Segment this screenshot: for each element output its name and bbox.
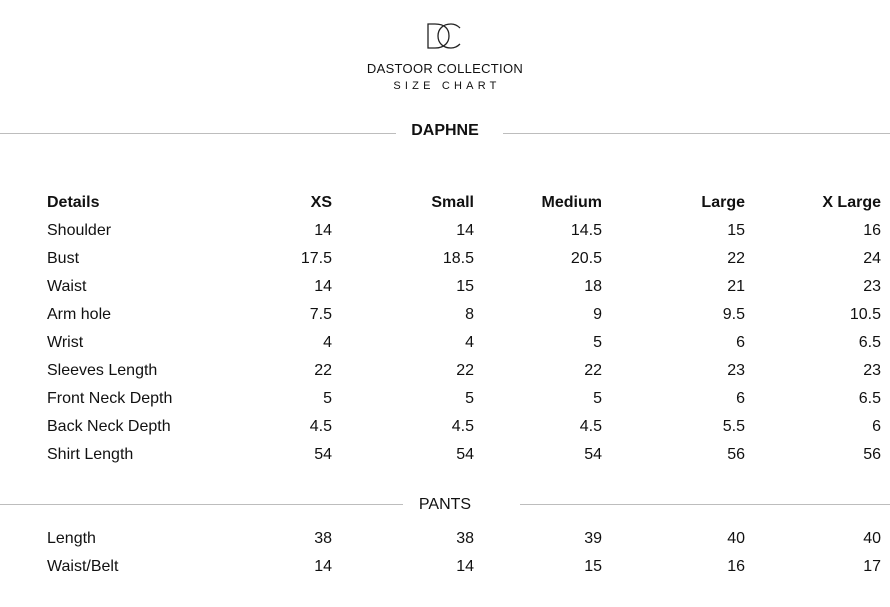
row-label: Shoulder: [47, 222, 112, 239]
cell-value: 18.5: [442, 250, 474, 267]
cell-value: 7.5: [309, 306, 332, 323]
pants-title: PANTS: [418, 496, 472, 513]
header-xs: XS: [310, 194, 332, 211]
row-label: Waist/Belt: [47, 558, 119, 575]
cell-value: 22: [584, 362, 602, 379]
row-label: Back Neck Depth: [47, 418, 171, 435]
cell-value: 16: [863, 222, 881, 239]
cell-value: 39: [584, 530, 602, 547]
brand-subtitle: SIZE CHART: [393, 80, 501, 92]
cell-value: 23: [727, 362, 745, 379]
cell-value: 4.5: [309, 418, 332, 435]
cell-value: 16: [727, 558, 745, 575]
row-label: Arm hole: [47, 306, 112, 323]
cell-value: 5.5: [722, 418, 745, 435]
cell-value: 8: [465, 306, 474, 323]
brand-name: DASTOOR COLLECTION: [366, 61, 524, 76]
cell-value: 4: [465, 334, 474, 351]
cell-value: 54: [456, 446, 474, 463]
cell-value: 56: [863, 446, 881, 463]
cell-value: 40: [727, 530, 745, 547]
cell-value: 14: [314, 558, 332, 575]
cell-value: 38: [456, 530, 474, 547]
cell-value: 6.5: [858, 334, 881, 351]
cell-value: 18: [584, 278, 602, 295]
product-title: DAPHNE: [411, 122, 479, 139]
header-medium: Medium: [541, 194, 602, 211]
cell-value: 4: [323, 334, 332, 351]
row-label: Length: [47, 530, 96, 547]
cell-value: 56: [727, 446, 745, 463]
cell-value: 6: [872, 418, 881, 435]
cell-value: 5: [593, 334, 602, 351]
row-label: Shirt Length: [47, 446, 134, 463]
header-details: Details: [47, 194, 100, 211]
header-small: Small: [431, 194, 474, 211]
cell-value: 6: [736, 390, 745, 407]
cell-value: 22: [456, 362, 474, 379]
cell-value: 5: [465, 390, 474, 407]
cell-value: 5: [323, 390, 332, 407]
row-label: Waist: [47, 278, 87, 295]
cell-value: 21: [727, 278, 745, 295]
cell-value: 14: [456, 222, 474, 239]
cell-value: 24: [863, 250, 881, 267]
cell-value: 14: [314, 278, 332, 295]
cell-value: 22: [314, 362, 332, 379]
cell-value: 23: [863, 278, 881, 295]
cell-value: 14: [314, 222, 332, 239]
cell-value: 17.5: [300, 250, 332, 267]
cell-value: 6.5: [858, 390, 881, 407]
cell-value: 22: [727, 250, 745, 267]
cell-value: 38: [314, 530, 332, 547]
header-x-large: X Large: [822, 194, 881, 211]
cell-value: 9.5: [722, 306, 745, 323]
cell-value: 23: [863, 362, 881, 379]
cell-value: 4.5: [579, 418, 602, 435]
cell-value: 15: [456, 278, 474, 295]
row-label: Sleeves Length: [47, 362, 158, 379]
header-large: Large: [701, 194, 745, 211]
divider-right: [503, 133, 890, 134]
cell-value: 15: [727, 222, 745, 239]
cell-value: 4.5: [451, 418, 474, 435]
row-label: Wrist: [47, 334, 84, 351]
cell-value: 10.5: [849, 306, 881, 323]
row-label: Front Neck Depth: [47, 390, 173, 407]
cell-value: 14.5: [570, 222, 602, 239]
cell-value: 14: [456, 558, 474, 575]
cell-value: 40: [863, 530, 881, 547]
cell-value: 15: [584, 558, 602, 575]
cell-value: 20.5: [570, 250, 602, 267]
dc-monogram-logo: [422, 20, 466, 52]
pants-divider-right: [520, 504, 890, 505]
cell-value: 54: [584, 446, 602, 463]
cell-value: 9: [593, 306, 602, 323]
cell-value: 6: [736, 334, 745, 351]
row-label: Bust: [47, 250, 80, 267]
cell-value: 5: [593, 390, 602, 407]
cell-value: 17: [863, 558, 881, 575]
cell-value: 54: [314, 446, 332, 463]
